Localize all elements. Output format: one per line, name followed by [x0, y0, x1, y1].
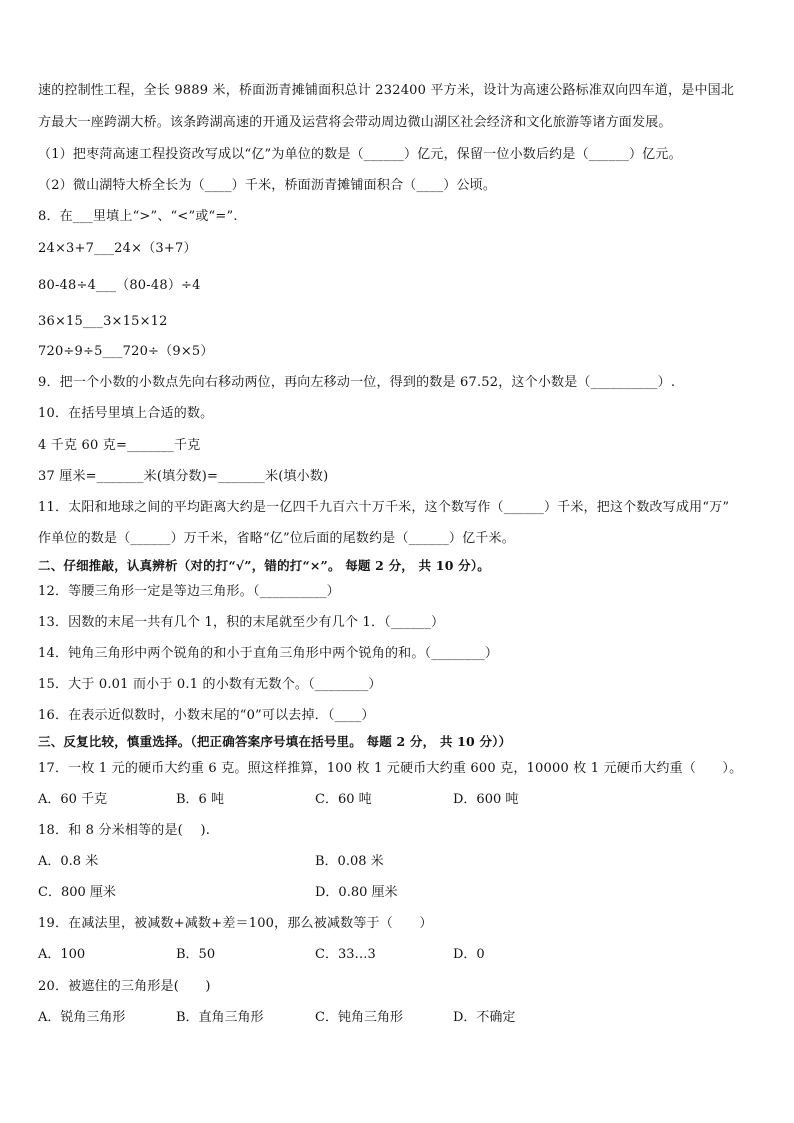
q8-item-4: 720÷9÷5___720÷（9×5） — [38, 344, 214, 359]
section-2-heading: 二、仔细推敲，认真辨析（对的打“√”，错的打“×”。 每题 2 分， 共 10 分）。 — [38, 558, 491, 573]
q17-option-d: D．600 吨 — [453, 792, 519, 807]
q7-part-1: （1）把枣菏高速工程投资改写成以“亿”为单位的数是（______）亿元，保留一位小数后约是（______）亿元。 — [38, 147, 682, 162]
q20-option-a: A．锐角三角形 — [38, 1010, 126, 1025]
q10-item-2: 37 厘米=_______米(填分数)=_______米(填小数) — [38, 469, 329, 484]
q20-option-c: C．钝角三角形 — [315, 1010, 403, 1025]
q19-option-a: A．100 — [38, 947, 86, 962]
q19-option-d: D．0 — [453, 947, 485, 962]
q20-option-b: B．直角三角形 — [176, 1010, 264, 1025]
q18: 18．和 8 分米相等的是( ). — [38, 823, 211, 838]
q20: 20．被遮住的三角形是( ) — [38, 979, 211, 994]
q12: 12．等腰三角形一定是等边三角形。（__________） — [38, 584, 340, 599]
q8-item-3: 36×15___3×15×12 — [38, 314, 168, 329]
passage-line-1: 速的控制性工程，全长 9889 米，桥面沥青摊铺面积总计 232400 平方米，设计为高速公路标准双向四车道，是中国北 — [38, 83, 735, 98]
q15: 15．大于 0.01 而小于 0.1 的小数有无数个。（________） — [38, 677, 382, 692]
q7-part-2: （2）微山湖特大桥全长为（____）千米，桥面沥青摊铺面积合（____）公顷。 — [38, 178, 497, 193]
q9: 9．把一个小数的小数点先向右移动两位，再向左移动一位，得到的数是 67.52，这个小数是（__________）. — [38, 375, 676, 390]
q10-title: 10．在括号里填上合适的数。 — [38, 406, 214, 421]
q17: 17．一枚 1 元的硬币大约重 6 克。照这样推算，100 枚 1 元硬币大约重 600 克，10000 枚 1 元硬币大约重（ ）。 — [38, 761, 743, 776]
q16: 16．在表示近似数时，小数末尾的“0”可以去掉．（____） — [38, 708, 375, 723]
q11-line-2: 作单位的数是（______）万千米，省略“亿”位后面的尾数约是（______）亿千米。 — [38, 531, 515, 546]
q19-option-c: C．33…3 — [315, 947, 376, 962]
q11-line-1: 11．太阳和地球之间的平均距离大约是一亿四千九百六十万千米，这个数写作（______）千米，把这个数改写成用“万” — [38, 500, 730, 515]
q18-option-b: B．0.08 米 — [315, 854, 384, 869]
q8-item-1: 24×3+7___24×（3+7） — [38, 241, 197, 256]
q17-option-a: A．60 千克 — [38, 792, 108, 807]
q19: 19．在减法里，被减数+减数+差＝100，那么被减数等于（ ） — [38, 916, 433, 931]
q18-option-a: A．0.8 米 — [38, 854, 99, 869]
q8-title: 8．在___里填上“>”、“<”或“=”. — [38, 209, 238, 224]
q19-option-b: B．50 — [176, 947, 216, 962]
q18-option-d: D．0.80 厘米 — [315, 885, 398, 900]
section-3-heading: 三、反复比较，慎重选择。（把正确答案序号填在括号里。 每题 2 分， 共 10 分）） — [38, 734, 512, 749]
q14: 14．钝角三角形中两个锐角的和小于直角三角形中两个锐角的和。（________） — [38, 646, 499, 661]
q17-option-c: C．60 吨 — [315, 792, 372, 807]
q13: 13．因数的末尾一共有几个 1，积的末尾就至少有几个 1．（______） — [38, 615, 445, 630]
q18-option-c: C．800 厘米 — [38, 885, 116, 900]
q17-option-b: B．6 吨 — [176, 792, 224, 807]
q10-item-1: 4 千克 60 克=_______千克 — [38, 438, 201, 453]
q20-option-d: D．不确定 — [453, 1010, 516, 1025]
q8-item-2: 80-48÷4___（80-48）÷4 — [38, 278, 201, 293]
passage-line-2: 方最大一座跨湖大桥。该条跨湖高速的开通及运营将会带动周边微山湖区社会经济和文化旅游等诸方面发展。 — [38, 115, 672, 130]
